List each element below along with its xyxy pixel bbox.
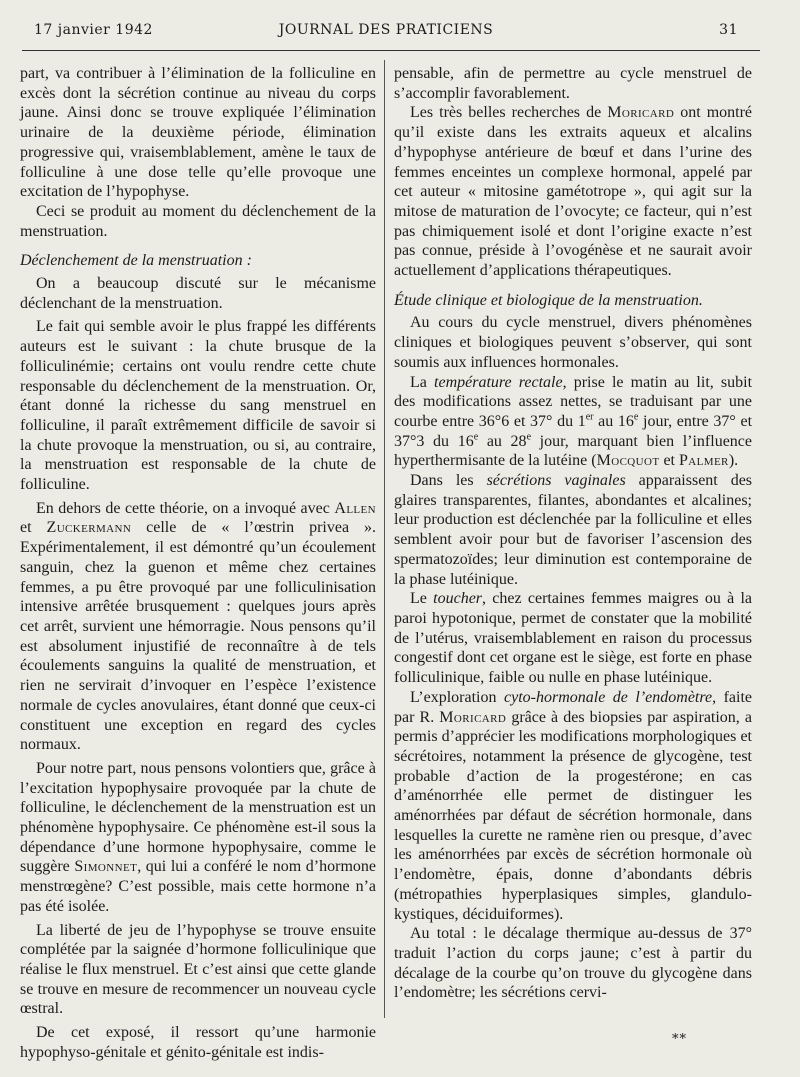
emphasis: sécrétions vaginales	[486, 472, 626, 490]
author-name: Simonnet	[74, 858, 138, 876]
author-name: Zuckermann	[46, 519, 132, 537]
superscript: e	[633, 411, 639, 423]
text-run: jour, marquant bien l’influence hyperthermisante de la lutéine (	[394, 432, 753, 470]
running-header	[34, 22, 738, 44]
text-run: Les très belles recherches de	[410, 104, 602, 122]
paragraph: Ceci se produit au moment du déclenchement de la menstruation.	[20, 202, 376, 240]
paragraph	[394, 589, 752, 688]
emphasis: température rectale	[434, 373, 563, 391]
header-rule	[22, 50, 760, 51]
paragraph: Au total : le décalage thermique au-dessus de 37° traduit l’action du corps jaune; c’est à partir du décalage de la courbe qu’on trouve du glycogène dans l’endomètre; les sécrétions cervi-	[394, 925, 752, 1002]
paragraph: Au cours du cycle menstruel, divers phénomènes cliniques et biologiques peuvent s’observer, qui sont soumis aux influences hormonales.	[394, 314, 752, 371]
text-run: ).	[728, 452, 739, 470]
text-run: et	[20, 519, 32, 537]
paragraph	[394, 373, 752, 472]
paragraph	[394, 471, 752, 589]
paragraph: On a beaucoup discuté sur le mécanisme déclenchant de la menstruation.	[20, 275, 376, 312]
text-run: ont montré qu’il existe dans les extraits aqueux et alcalins d’hypophyse antérieure de bœuf et dans l’urine des femmes enceintes un complexe hormonal, appelé par cet auteur « mitosine gamétotrope », qui agit sur la mitose de maturation de l’ovocyte; ce facteur, qui n’est pas chimiquement isolé et dont l’origine exacte n’est pas connue, préside à l’ovogénèse et ne saurait avoir actuellement d’applications thérapeutiques.	[394, 104, 753, 280]
text-run: Dans les	[410, 472, 474, 490]
right-column	[394, 64, 752, 1003]
paragraph: Le fait qui semble avoir le plus frappé les différents auteurs est le suivant : la chute brusque de la folliculinémie; certains ont voulu rendre cette chute responsable du déclenchement de la menstruation. Or, étant donné la richesse du sang menstruel en folliculine, il paraît extrêmement difficile de savoir si la chute provoque la menstruation, ou si, au contraire, la menstruation est responsable de la chute de folliculine.	[20, 318, 376, 494]
paragraph: La liberté de jeu de l’hypophyse se trouve ensuite complétée par la saignée d’hormone folliculinique que réalise le flux menstruel. Et c’est ainsi que cette glande se trouve en mesure de recommencer un nouveau cycle œstral.	[20, 921, 376, 1018]
text-run: jour, entre 37° et 37°3 du 16	[394, 412, 753, 450]
text-run: grâce à des biopsies par aspiration, a permis d’apprécier les modifications morphologiques et sécrétoires, notamment la présence de glycogène, test probable d’action de la progestérone; en cas d’aménorrhée elle permet de distinguer les aménorrhées par défaut de sécrétion hormonale, dans lesquelles la curette ne ramène rien ou presque, d’avec les aménorrhées par excès de sécrétion hormonale où l’endomètre, épais, donne d’abondants débris (métropathies hyperplasiques simples, glandulo-kystiques, déciduiformes).	[394, 708, 753, 923]
text-run: L’exploration	[410, 688, 497, 706]
left-column	[20, 64, 376, 1062]
text-run: Pour notre part, nous pensons volontiers que, grâce à l’excitation hypophysaire provoquée par la chute de folliculine, le déclenchement de la menstruation est un phénomène hypophysaire. Ce phénomène est-il sous la dépendance d’une hormone hypophysaire, comme le suggère	[20, 759, 376, 876]
emphasis: toucher	[433, 590, 483, 608]
text-run: au 28	[486, 432, 527, 450]
paragraph	[20, 499, 376, 755]
text-run: au 16	[598, 412, 634, 430]
paragraph	[394, 688, 752, 924]
text-run: apparaissent des glaires transparentes, filantes, abondantes et alcalines; leur production est déclenchée par la folliculine et elles semblent avoir pour but de favoriser l’ascension des spermatozoïdes; leur diminution est contemporaine de la phase lutéinique.	[394, 472, 753, 588]
page-number: 31	[719, 22, 738, 38]
section-heading: Déclenchement de la menstruation :	[20, 252, 252, 270]
superscript: er	[585, 411, 594, 423]
text-run: En dehors de cette théorie, on a invoqué avec	[36, 499, 330, 517]
column-rule	[384, 60, 385, 1018]
header-journal-title: JOURNAL DES PRATICIENS	[278, 22, 494, 38]
author-name: Moricard	[439, 708, 507, 726]
text-run: celle de « l’œstrin privea ». Expérimentalement, il est démontré qu’un écoulement sanguin, chez la guenon et même chez certaines femmes, a pu être provoqué par une folliculinisation intensive arrêtée brusquement : quelques jours après cet arrêt, survient une hémorragie. Nous pensons qu’il est absolument injustifié de reconnaître à de tels écoulements sanguins la qualité de menstruation, et rien ne servirait d’invoquer en l’espèce l’existence normale de cycles anovulaires, étant donné que ceux-ci constituent une exception en regard des cycles normaux.	[20, 519, 377, 754]
author-name: Moricard	[607, 104, 675, 122]
emphasis: cyto-hormonale de l’endomètre	[504, 688, 713, 706]
text-run: 1	[577, 412, 586, 430]
text-run: Le	[410, 590, 427, 608]
section-heading: Étude clinique et biologique de la menstruation.	[394, 291, 703, 309]
author-name: Palmer	[679, 452, 729, 470]
paragraph: De cet exposé, il ressort qu’une harmonie hypophyso-génitale et génito-génitale est indis-	[20, 1024, 376, 1061]
text-run: , chez certaines femmes maigres ou à la paroi hypotonique, permet de constater que la mobilité de l’utérus, vraisemblablement en raison du processus congestif dont cet organe est le siège, est forte en phase folliculinique, faible ou nulle en phase lutéinique.	[394, 590, 753, 687]
paragraph: part, va contribuer à l’élimination de la folliculine en excès dont la sécrétion continue au niveau du corps jaune. Ainsi donc se trouve expliquée l’élimination urinaire de la deuxième période, élimination progressive qui, vraisemblablement, amène le taux de folliculine à une dose telle qu’elle provoque une excitation de l’hypophyse.	[20, 65, 376, 201]
author-name: Mocquot	[596, 452, 660, 470]
footer-asterisks: **	[672, 1032, 687, 1047]
text-run: , faite par R.	[394, 688, 753, 726]
text-run: et	[663, 452, 675, 470]
paragraph	[20, 759, 376, 917]
superscript: e	[526, 431, 532, 443]
text-run: , qui lui a conféré le nom d’hormone menstrœgène? C’est possible, mais cette hormone n’a pas été isolée.	[20, 858, 377, 915]
superscript: e	[473, 431, 479, 443]
text-run: La	[410, 373, 427, 391]
text-run: , prise le matin au lit, subit des modifications assez nettes, se traduisant par une courbe entre 36°6 et 37° du	[394, 373, 753, 430]
author-name: Allen	[334, 499, 377, 517]
paragraph	[394, 103, 752, 280]
header-date: 17 janvier 1942	[34, 22, 153, 38]
paragraph: pensable, afin de permettre au cycle menstruel de s’accomplir favorablement.	[394, 65, 752, 102]
